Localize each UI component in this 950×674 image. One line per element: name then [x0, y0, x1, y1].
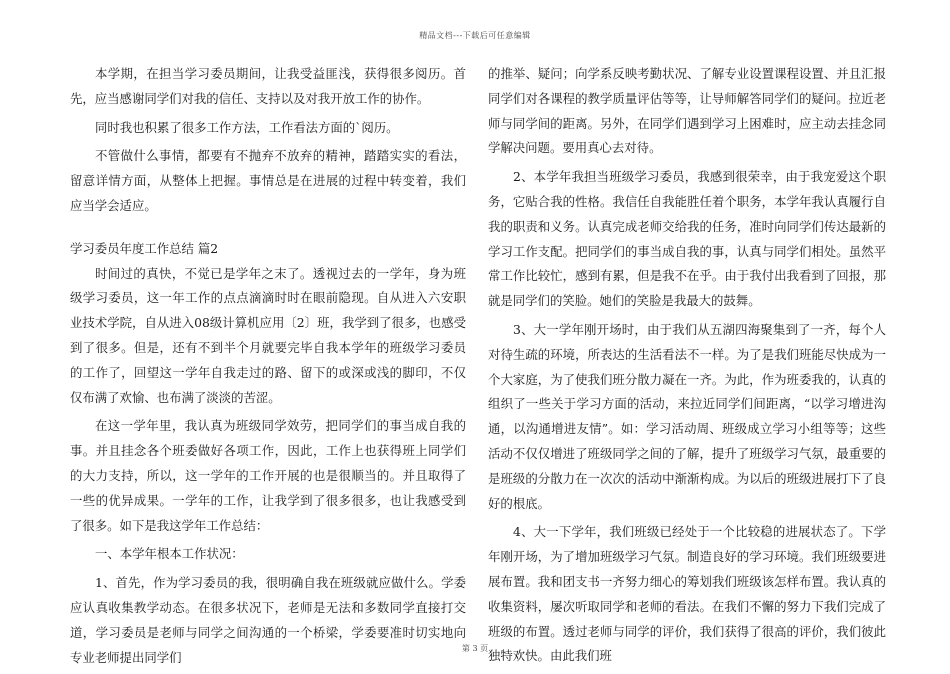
paragraph: 本学期，在担当学习委员期间，让我受益匪浅，获得很多阅历。首先，应当感谢同学们对我的信任、支持以及对我开放工作的协作。 — [70, 66, 466, 106]
subheading: 一、本学年根本工作状况： — [95, 546, 244, 562]
paragraph: 同时我也积累了很多工作方法，工作看法方面的`阅历。 — [95, 119, 399, 135]
right-column — [488, 62, 886, 673]
section-heading: 学习委员年度工作总结 篇2 — [70, 240, 219, 256]
paragraph: 3、大一学年刚开场时，由于我们从五湖四海聚集到了一齐，每个人对待生疏的环境，所表达的生活看法不一样。为了是我们班能尽快成为一个大家庭，为了使我们班分散力凝在一齐。为此，作为班委我的，认真的组织了一些关于学习方面的活动，来拉近同学们间距离，“以学习增进沟通，以沟通增进友情”。如：学习活动周、班级成立学习小组等等；这些活动不仅仅增进了班级同学之间的了解，提升了班级学习气氛，最重要的是班级的分散力在一次次的活动中渐渐构成。为以后的班级进展打下了良好的根底。 — [488, 321, 886, 511]
paragraph: 时间过的真快，不觉已是学年之末了。透视过去的一学年，身为班级学习委员，这一年工作的点点滴滴时时在眼前隐现。自从进入六安职业技术学院，自从进入08级计算机应用〔2〕班，我学到了很多，也感受到了很多。但是，还有不到半个月就要完毕自我本学年的班级学习委员的工作了，回望这一学年自我走过的路、留下的或深或浅的脚印，不仅仅布满了欢愉、也布满了淡淡的苦涩。 — [70, 265, 466, 405]
paragraph: 在这一学年里，我认真为班级同学效劳，把同学们的事当成自我的事。并且挂念各个班委做好各项工作，因此，工作上也获得班上同学们的大力支持，所以，这一学年的工作开展的也是很顺当的。并且取得了一些的优异成果。一学年的工作，让我学到了很多很多，也让我感受到了很多。如下是我这学年工作总结： — [70, 418, 466, 533]
paragraph: 不管做什么事情，都要有不抛弃不放弃的精神，踏踏实实的看法，留意详情方面，从整体上把握。事情总是在进展的过程中转变着，我们应当学会适应。 — [70, 148, 466, 213]
paragraph: 4、大一下学年，我们班级已经处于一个比较稳的进展状态了。下学年刚开场，为了增加班级学习气氛。制造良好的学习环境。我们班级要进展布置。我和团支书一齐努力细心的筹划我们班级该怎样布置。我认真的收集资料，屡次听取同学和老师的看法。在我们不懈的努力下我们完成了班级的布置。透过老师与同学的评价，我们获得了很高的评价，我们彼此独特欢快。由此我们班 — [488, 524, 886, 664]
paragraph: 1、首先，作为学习委员的我，很明确自我在班级就应做什么。学委应认真收集教学动态。在很多状况下，老师是无法和多数同学直接打交道，学习委员是老师与同学之间沟通的一个桥梁，学委要准时切实地向专业老师提出同学们 — [70, 575, 466, 665]
paragraph: 的推举、疑问；向学系反映考勤状况、了解专业设置课程设置、并且汇报同学们对各课程的教学质量评估等等，让导师解答同学们的疑问。拉近老师与同学间的距离。另外，在同学们遇到学习上困难时，应主动去挂念同学解决问题。要用真心去对待。 — [488, 66, 886, 156]
paragraph: 2、本学年我担当班级学习委员，我感到很荣幸，由于我宠爱这个职务，它贴合我的性格。我信任自我能胜任着个职务，本学年我认真履行自我的职责和义务。认真完成老师交给我的任务，准时向同学们传达最新的学习工作支配。把同学们的事当成自我的事，认真与同学们相处。虽然平常工作比较忙，感到有累，但是我不在乎。由于我付出我看到了回报，那就是同学们的笑脸。她们的笑脸是我最大的鼓舞。 — [488, 169, 886, 309]
left-column — [70, 62, 466, 674]
page-header: 精品文档---下载后可任意编辑 — [419, 31, 531, 40]
page-number: 第 3 页 — [461, 644, 489, 653]
